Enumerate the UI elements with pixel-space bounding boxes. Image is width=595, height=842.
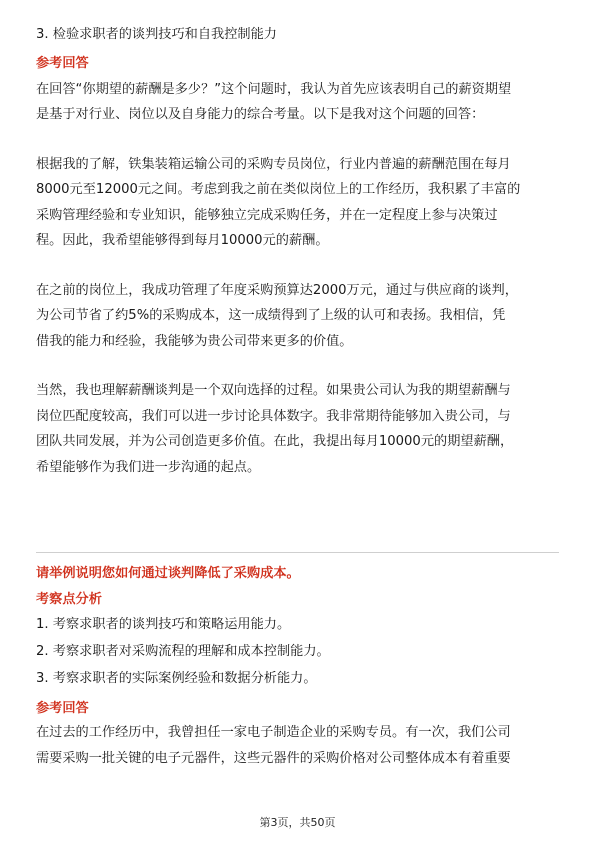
- answer-paragraph: [36, 77, 559, 128]
- paragraph-line: 在过去的工作经历中，我曾担任一家电子制造企业的采购专员。有一次，我们公司: [36, 725, 511, 740]
- page-number: 第3页，共50页: [259, 816, 336, 829]
- analysis-heading: 考察点分析: [36, 592, 102, 607]
- answer-heading: 参考回答: [36, 701, 89, 716]
- paragraph-line: 当然，我也理解薪酬谈判是一个双向选择的过程。如果贵公司认为我的期望薪酬与: [36, 383, 511, 398]
- paragraph-line: 需要采购一批关键的电子元器件，这些元器件的采购价格对公司整体成本有着重要: [36, 750, 511, 766]
- analysis-list: [36, 611, 559, 692]
- list-item: 2. 考察求职者对采购流程的理解和成本控制能力。: [36, 644, 330, 659]
- question-title: 请举例说明您如何通过谈判降低了采购成本。: [36, 566, 300, 581]
- paragraph-line: 希望能够作为我们进一步沟通的起点。: [36, 459, 261, 475]
- answer-paragraph: [36, 278, 559, 355]
- paragraph-line: 根据我的了解，铁集装箱运输公司的采购专员岗位，行业内普遍的薪酬范围在每月: [36, 156, 511, 172]
- paragraph-line: 团队共同发展，并为公司创造更多价值。在此，我提出每月10000元的期望薪酬，: [36, 434, 514, 449]
- list-item: 3. 考察求职者的实际案例经验和数据分析能力。: [36, 671, 317, 686]
- assessment-point-3: 3. 检验求职者的谈判技巧和自我控制能力: [36, 27, 277, 42]
- paragraph-line: 在回答“你期望的薪酬是多少？”这个问题时，我认为首先应该表明自己的薪资期望: [36, 81, 512, 97]
- section-2: [36, 563, 559, 771]
- paragraph-line: 8000元至12000元之间。考虑到我之前在类似岗位上的工作经历，我积累了丰富的: [36, 182, 521, 197]
- paragraph-line: 程。因此，我希望能够得到每月10000元的薪酬。: [36, 233, 329, 248]
- paragraph-line: 是基于对行业、岗位以及自身能力的综合考量。以下是我对这个问题的回答：: [36, 107, 485, 122]
- paragraph-line: 岗位匹配度较高，我们可以进一步讨论具体数字。我非常期待能够加入贵公司，与: [36, 408, 511, 424]
- paragraph-line: 借我的能力和经验，我能够为贵公司带来更多的价值。: [36, 333, 353, 349]
- paragraph-line: 采购管理经验和专业知识，能够独立完成采购任务，并在一定程度上参与决策过: [36, 207, 498, 223]
- paragraph-line: 在之前的岗位上，我成功管理了年度采购预算达2000万元，通过与供应商的谈判，: [36, 282, 518, 298]
- section-divider: [36, 552, 559, 553]
- paragraph-line: 为公司节省了约5%的采购成本，这一成绩得到了上级的认可和表扬。我相信，凭: [36, 308, 506, 323]
- section-1: [36, 22, 559, 480]
- answer-paragraph: [36, 720, 559, 771]
- list-item: 1. 考察求职者的谈判技巧和策略运用能力。: [36, 617, 291, 632]
- answer-heading: 参考回答: [36, 55, 89, 71]
- answer-paragraph: [36, 152, 559, 254]
- answer-paragraph: [36, 378, 559, 480]
